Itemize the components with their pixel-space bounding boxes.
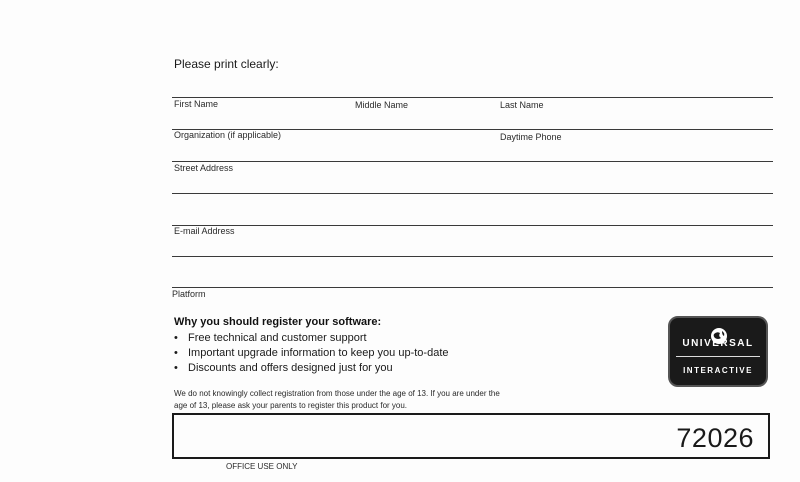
- name-line[interactable]: [172, 97, 773, 98]
- office-use-label: OFFICE USE ONLY: [226, 462, 298, 471]
- email-line-2[interactable]: [172, 256, 773, 257]
- logo-wordmark-top: UNIVERSAL: [682, 338, 754, 349]
- universal-interactive-logo: [668, 316, 768, 387]
- bullet-icon: •: [174, 362, 178, 374]
- bullet-icon: •: [174, 347, 178, 359]
- why-register-heading: Why you should register your software:: [174, 316, 382, 328]
- middle-name-label: Middle Name: [355, 100, 409, 110]
- benefits-list: [174, 331, 449, 376]
- organization-label: Organization (if applicable): [174, 130, 282, 140]
- bullet-icon: •: [174, 332, 178, 344]
- first-name-label: First Name: [174, 99, 219, 109]
- daytime-phone-label: Daytime Phone: [500, 132, 562, 142]
- benefit-text: Important upgrade information to keep you up-to-date: [188, 347, 449, 359]
- benefit-text: Free technical and customer support: [188, 332, 367, 344]
- platform-line[interactable]: [172, 287, 773, 288]
- email-address-label: E-mail Address: [174, 226, 235, 236]
- logo-divider: [676, 356, 760, 357]
- list-item: [174, 331, 449, 346]
- platform-label: Platform: [172, 289, 206, 299]
- print-instruction: Please print clearly:: [174, 57, 279, 71]
- list-item: [174, 361, 449, 376]
- street-address-line[interactable]: [172, 161, 773, 162]
- office-number: 72026: [676, 423, 754, 453]
- email-line[interactable]: [172, 225, 773, 226]
- age-notice: We do not knowingly collect registration from those under the age of 13. If you are under the age of 13, please ask your parents to register this product for you.: [174, 389, 500, 410]
- logo-wordmark-bottom: INTERACTIVE: [683, 366, 753, 375]
- street-address-label: Street Address: [174, 163, 234, 173]
- benefit-text: Discounts and offers designed just for you: [188, 362, 393, 374]
- list-item: [174, 346, 449, 361]
- street-address-line-2[interactable]: [172, 193, 773, 194]
- last-name-label: Last Name: [500, 100, 544, 110]
- office-use-box: [172, 413, 770, 459]
